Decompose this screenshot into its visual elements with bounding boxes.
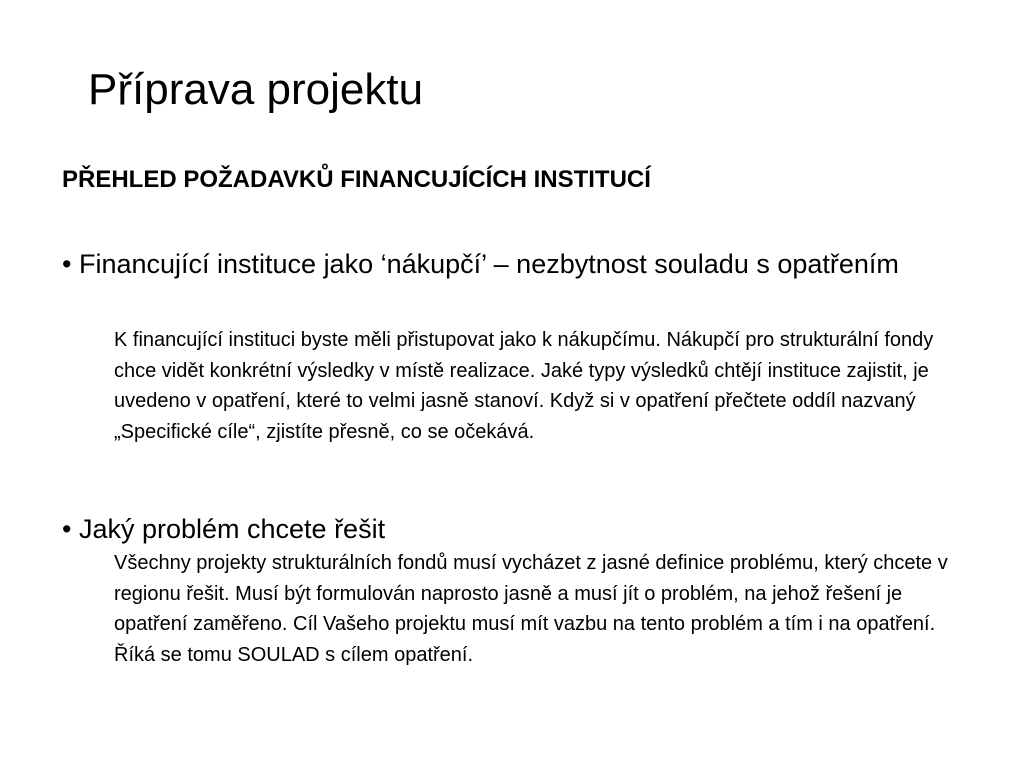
bullet-point: • Financující instituce jako ‘nákupčí’ – nezbytnost souladu s opatřením — [62, 249, 899, 279]
bullet-paragraph: K financující instituci byste měli přistupovat jako k nákupčímu. Nákupčí pro strukturální fondy chce vidět konkrétní výsledky v místě realizace. Jaké typy výsledků chtějí instituce zajistit, je uvedeno v opatření, které to velmi jasně stanoví. Když si v opatření přečtete oddíl nazvaný „Specifické cíle“, zjistíte přesně, co se očekává. — [114, 329, 934, 443]
section-heading: PŘEHLED POŽADAVKŮ FINANCUJÍCÍCH INSTITUCÍ — [62, 166, 651, 193]
bullet-point: • Jaký problém chcete řešit — [62, 514, 386, 544]
slide-title: Příprava projektu — [88, 65, 424, 114]
bullet-paragraph: Všechny projekty strukturálních fondů musí vycházet z jasné definice problému, který chcete v regionu řešit. Musí být formulován naprosto jasně a musí jít o problém, na jehož řešení je opatření zaměřeno. Cíl Vašeho projektu musí mít vazbu na tento problém a tím i na opatření. Říká se tomu SOULAD s cílem opatření. — [114, 552, 948, 666]
